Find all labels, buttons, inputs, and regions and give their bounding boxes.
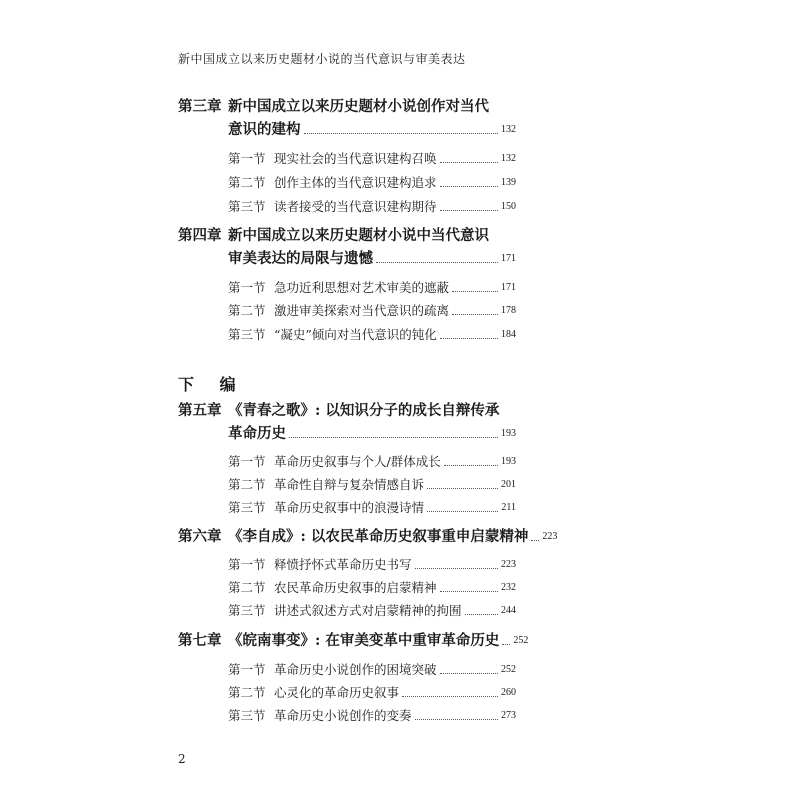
chapter-title-line1: 新中国成立以来历史题材小说创作对当代 xyxy=(228,98,489,115)
section-label: 第二节 xyxy=(228,477,266,492)
chapter-title-line1: 《青春之歌》: 以知识分子的成长自辩传承 xyxy=(228,402,500,419)
chapter-label: 第七章 xyxy=(178,632,222,649)
section-label: 第二节 xyxy=(228,580,266,595)
section-label: 第三节 xyxy=(228,603,266,618)
section-entry[interactable] xyxy=(228,579,516,597)
section-title: 激进审美探索对当代意识的疏离 xyxy=(274,303,450,318)
section-label: 第二节 xyxy=(228,685,266,700)
chapter-7-entry[interactable] xyxy=(178,632,529,650)
page-ref: 201 xyxy=(501,479,516,490)
page-ref: 171 xyxy=(501,282,516,293)
page-ref: 184 xyxy=(501,329,516,340)
section-entry[interactable] xyxy=(228,556,516,574)
page-ref: 139 xyxy=(501,177,516,188)
chapter-4-heading xyxy=(178,227,518,245)
section-entry[interactable] xyxy=(228,661,516,679)
dot-leader xyxy=(444,465,498,466)
page-ref: 252 xyxy=(513,635,529,646)
page-ref: 150 xyxy=(501,201,516,212)
page-ref: 211 xyxy=(501,502,516,513)
chapter-6-entry[interactable] xyxy=(178,528,558,546)
section-entry[interactable] xyxy=(228,174,516,192)
section-title: 革命历史叙事与个人/群体成长 xyxy=(274,454,441,469)
section-label: 第一节 xyxy=(228,280,266,295)
section-title: 现实社会的当代意识建构召唤 xyxy=(274,151,437,166)
dot-leader xyxy=(427,511,498,512)
chapter-title-line2: 审美表达的局限与遗憾 xyxy=(228,250,373,267)
page-ref: 232 xyxy=(501,582,516,593)
running-head: 新中国成立以来历史题材小说的当代意识与审美表达 xyxy=(178,52,466,66)
dot-leader xyxy=(304,133,499,134)
chapter-title: 《皖南事变》: 在审美变革中重审革命历史 xyxy=(228,632,500,649)
section-entry[interactable] xyxy=(228,150,516,168)
page-ref: 132 xyxy=(501,124,516,135)
chapter-title: 《李自成》: 以农民革命历史叙事重申启蒙精神 xyxy=(228,528,529,545)
section-entry[interactable] xyxy=(228,453,516,471)
dot-leader xyxy=(440,186,498,187)
section-entry[interactable] xyxy=(228,499,516,517)
dot-leader xyxy=(289,437,498,438)
section-title: 革命历史小说创作的变奏 xyxy=(274,708,412,723)
page-ref: 193 xyxy=(501,428,516,439)
dot-leader xyxy=(452,314,498,315)
section-label: 第三节 xyxy=(228,500,266,515)
section-title: 创作主体的当代意识建构追求 xyxy=(274,175,437,190)
section-entry[interactable] xyxy=(228,198,516,216)
section-entry[interactable] xyxy=(228,602,516,620)
dot-leader xyxy=(452,291,498,292)
page-ref: 171 xyxy=(501,253,516,264)
dot-leader xyxy=(440,673,498,674)
page-number: 2 xyxy=(178,752,186,766)
dot-leader xyxy=(402,696,498,697)
dot-leader xyxy=(376,262,498,263)
dot-leader xyxy=(440,338,498,339)
section-label: 第一节 xyxy=(228,151,266,166)
section-title: 释愤抒怀式革命历史书写 xyxy=(274,557,412,572)
section-title: 心灵化的革命历史叙事 xyxy=(274,685,400,700)
section-title: “凝史”倾向对当代意识的钝化 xyxy=(274,327,437,342)
chapter-label: 第五章 xyxy=(178,402,222,419)
section-entry[interactable] xyxy=(228,684,516,702)
page-ref: 223 xyxy=(501,559,516,570)
dot-leader xyxy=(427,488,498,489)
section-title: 革命历史小说创作的困境突破 xyxy=(274,662,437,677)
section-label: 第三节 xyxy=(228,708,266,723)
dot-leader xyxy=(440,210,498,211)
chapter-3-heading xyxy=(178,98,518,116)
section-entry[interactable] xyxy=(228,279,516,297)
page-ref: 273 xyxy=(501,710,516,721)
page-ref: 178 xyxy=(501,305,516,316)
section-entry[interactable] xyxy=(228,326,516,344)
section-title: 急功近利思想对艺术审美的遮蔽 xyxy=(274,280,450,295)
chapter-5-heading xyxy=(178,402,518,420)
section-label: 第三节 xyxy=(228,327,266,342)
page-ref: 252 xyxy=(501,664,516,675)
section-title: 革命历史叙事中的浪漫诗情 xyxy=(274,500,425,515)
section-title: 革命性自辩与复杂情感自诉 xyxy=(274,477,425,492)
section-title: 讲述式叙述方式对启蒙精神的拘囿 xyxy=(274,603,462,618)
section-label: 第二节 xyxy=(228,175,266,190)
chapter-label: 第四章 xyxy=(178,227,222,244)
section-entry[interactable] xyxy=(228,302,516,320)
dot-leader xyxy=(502,644,510,645)
dot-leader xyxy=(415,719,498,720)
dot-leader xyxy=(440,162,498,163)
section-title: 读者接受的当代意识建构期待 xyxy=(274,199,437,214)
section-title: 农民革命历史叙事的启蒙精神 xyxy=(274,580,437,595)
page-ref: 193 xyxy=(501,456,516,467)
section-label: 第一节 xyxy=(228,557,266,572)
chapter-title-line2: 革命历史 xyxy=(228,425,286,442)
chapter-title-line2: 意识的建构 xyxy=(228,121,301,138)
chapter-title-line1: 新中国成立以来历史题材小说中当代意识 xyxy=(228,227,489,244)
section-label: 第一节 xyxy=(228,454,266,469)
section-entry[interactable] xyxy=(228,707,516,725)
chapter-5-entry[interactable] xyxy=(228,425,516,443)
section-label: 第二节 xyxy=(228,303,266,318)
chapter-label: 第三章 xyxy=(178,98,222,115)
page-ref: 132 xyxy=(501,153,516,164)
chapter-label: 第六章 xyxy=(178,528,222,545)
dot-leader xyxy=(531,540,539,541)
dot-leader xyxy=(465,614,498,615)
page-ref: 260 xyxy=(501,687,516,698)
chapter-3-entry[interactable] xyxy=(228,121,516,139)
chapter-4-entry[interactable] xyxy=(228,250,516,268)
section-label: 第一节 xyxy=(228,662,266,677)
section-entry[interactable] xyxy=(228,476,516,494)
page-ref: 244 xyxy=(501,605,516,616)
dot-leader xyxy=(440,591,498,592)
section-label: 第三节 xyxy=(228,199,266,214)
dot-leader xyxy=(415,568,498,569)
part-heading: 下 编 xyxy=(178,375,246,394)
page-ref: 223 xyxy=(542,531,558,542)
